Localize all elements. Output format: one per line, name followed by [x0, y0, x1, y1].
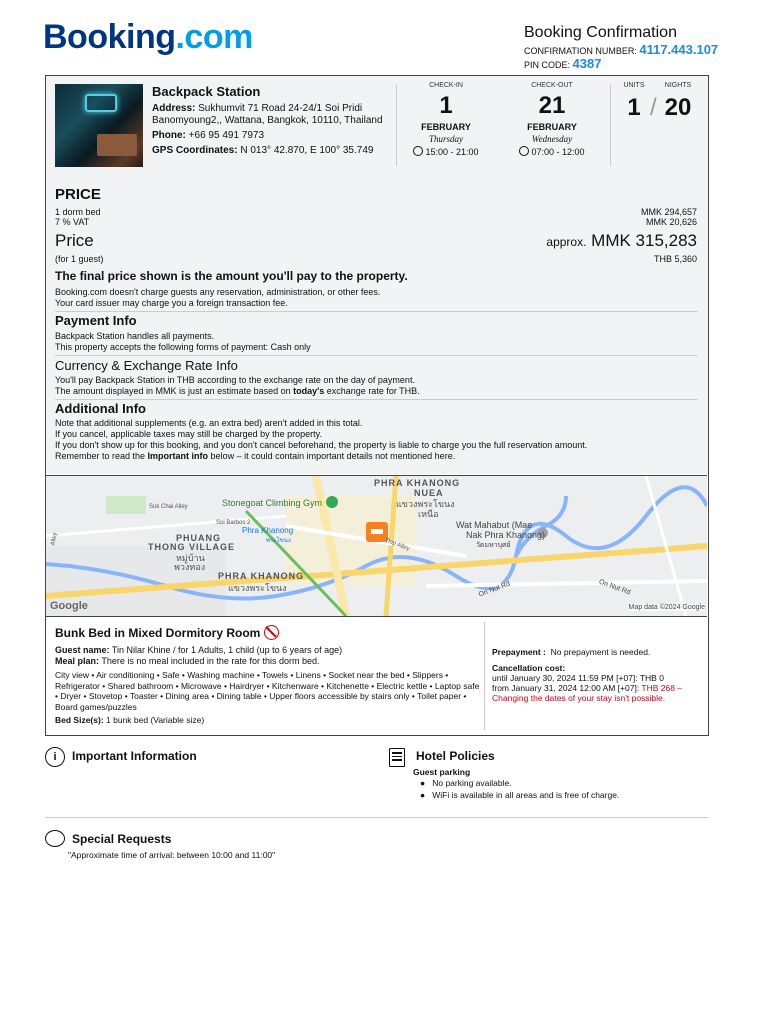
checkin-time: 15:00 - 21:00: [425, 147, 479, 157]
price-total-row: [546, 231, 697, 251]
checkin-month: FEBRUARY: [421, 122, 471, 132]
hotel-photo: [55, 84, 143, 167]
checkin-day: 1: [439, 92, 453, 119]
additional-line1: Note that additional supplements (e.g. an extra bed) aren't added in this total.: [55, 418, 363, 428]
cancellation-label: Cancellation cost:: [492, 663, 566, 673]
map-label-phuang: PHUANG: [176, 533, 222, 543]
map-label-climbing-gym: Stonegoat Climbing Gym: [222, 498, 323, 508]
units-nights-slash: /: [650, 94, 657, 121]
price-thb: THB 5,360: [653, 254, 697, 264]
map-label-nuea-thai: แขวงพระโขนง: [396, 499, 455, 509]
hotel-policies-heading: Hotel Policies: [416, 749, 495, 763]
nights-label: NIGHTS: [664, 82, 692, 89]
checkout-block: [502, 82, 602, 157]
divider: [45, 817, 708, 818]
meal-plan-value: There is no meal included in the rate for this dorm bed.: [101, 656, 320, 666]
logo-com-text: .com: [175, 18, 253, 56]
additional-line2: If you cancel, applicable taxes may still be charged by the property.: [55, 429, 322, 439]
divider: [55, 355, 698, 356]
checkout-day: 21: [538, 92, 566, 119]
special-requests-text: "Approximate time of arrival: between 10:00 and 11:00": [68, 850, 276, 860]
currency-line2-a: The amount displayed in MMK is just an estimate based on: [55, 386, 294, 396]
currency-line1: You'll pay Backpack Station in THB according to the exchange rate on the day of payment.: [55, 375, 415, 385]
additional-heading: Additional Info: [55, 401, 146, 416]
final-price-heading: The final price shown is the amount you'll pay to the property.: [55, 269, 408, 283]
room-guest-row: [55, 645, 475, 655]
policy-item-parking: No parking available.: [432, 778, 512, 788]
no-smoking-icon: [264, 625, 279, 640]
phone-label: Phone:: [152, 130, 186, 141]
logo-booking-text: Booking: [43, 18, 176, 56]
units-value: 1: [627, 94, 641, 121]
divider: [610, 84, 611, 166]
final-price-line1: Booking.com doesn't charge guests any reservation, administration, or other fees.: [55, 287, 381, 297]
checkout-month: FEBRUARY: [527, 122, 577, 132]
hotel-name: Backpack Station: [152, 84, 261, 99]
additional-line4: [55, 451, 455, 461]
price-line1-value: MMK 294,657: [640, 207, 697, 217]
price-total-value: MMK 315,283: [591, 231, 697, 250]
booking-logo: [43, 18, 253, 57]
policy-document-icon: [389, 748, 405, 767]
checkin-weekday: Thursday: [428, 134, 463, 144]
prepayment-value: No prepayment is needed.: [550, 647, 651, 657]
price-line1-label: 1 dorm bed: [55, 207, 101, 217]
checkout-weekday: Wednesday: [531, 134, 573, 144]
map-label-phra-khanong-nuea: PHRA KHANONG: [374, 478, 461, 488]
divider: [484, 622, 485, 730]
address-label: Address:: [152, 103, 196, 114]
currency-line2-c: exchange rate for THB.: [324, 386, 420, 396]
additional-line4-a: Remember to read the: [55, 451, 148, 461]
map-label-phra-khanong: PHRA KHANONG: [218, 571, 305, 581]
map-label-wat2: Nak Phra Khanong): [466, 530, 546, 540]
prepayment-row: [492, 647, 650, 657]
checkout-label: CHECK-OUT: [531, 82, 573, 89]
cancellation-line1: until January 30, 2024 11:59 PM [+07]: THB 0: [492, 673, 664, 683]
important-info-heading: Important Information: [72, 749, 197, 763]
map-label-nuea: NUEA: [414, 488, 444, 498]
map-label-phuang-thai: หมู่บ้าน: [176, 553, 205, 563]
currency-line2: [55, 386, 420, 396]
price-line2-value: MMK 20,626: [645, 217, 697, 227]
price-guests: (for 1 guest): [55, 254, 104, 264]
nights-value: 20: [664, 94, 692, 121]
checkin-block: [396, 82, 496, 157]
policy-item: ● No parking available.: [420, 778, 512, 788]
price-heading: PRICE: [55, 186, 101, 203]
prepayment-label: Prepayment :: [492, 647, 546, 657]
guest-name-label: Guest name:: [55, 645, 110, 655]
hotel-gps: N 013° 42.870, E 100° 35.749: [240, 145, 374, 156]
map-label-soi-barbos: Soi Barbos 2: [216, 520, 251, 526]
policy-item-wifi: WiFi is available in all areas and is free of charge.: [432, 790, 620, 800]
map-label-nuea-thai2: เหนือ: [418, 509, 439, 519]
map-attribution: Map data ©2024 Google: [628, 604, 705, 611]
additional-line3: If you don't show up for this booking, and you don't cancel beforehand, the property is liable to charge you the full reservation amount.: [55, 440, 588, 450]
clock-icon: [519, 146, 529, 156]
price-approx: approx.: [546, 235, 587, 249]
location-map[interactable]: [46, 475, 707, 617]
payment-line1: Backpack Station handles all payments.: [55, 331, 215, 341]
hotel-address-block: [152, 103, 392, 157]
guest-parking-heading: Guest parking: [413, 767, 471, 777]
map-label-on-nut: On Nut Rd: [597, 578, 632, 597]
payment-heading: Payment Info: [55, 313, 137, 328]
info-icon: i: [45, 747, 65, 767]
map-label-phuang-thai2: พวงทอง: [174, 562, 206, 572]
confirmation-number-row: [524, 42, 718, 57]
map-label-phra-khanong-thai: แขวงพระโขนง: [228, 583, 287, 593]
units-label: UNITS: [623, 82, 645, 89]
map-label-wat-thai: วัดมหาบุศย์: [476, 542, 511, 549]
checkin-label: CHECK-IN: [429, 82, 463, 89]
pin-code: 4387: [572, 56, 602, 71]
pin-code-label: PIN CODE:: [524, 60, 571, 70]
additional-line4-c: below – it could contain important details not mentioned here.: [208, 451, 456, 461]
meal-plan-label: Meal plan:: [55, 656, 100, 666]
google-logo: Google: [50, 600, 88, 612]
map-label-thip-alley: Thip Alley: [383, 537, 411, 553]
cancellation-line3: Changing the dates of your stay isn't possible.: [492, 693, 666, 703]
pin-code-row: [524, 56, 601, 71]
hotel-address: Sukhumvit 71 Road 24-24/1 Soi Pridi Banomyoung2,, Wattana, Bangkok, 10110, Thailand: [152, 103, 383, 126]
cancellation-line2: [492, 683, 682, 693]
confirmation-number-label: CONFIRMATION NUMBER:: [524, 46, 637, 56]
policy-item: ● WiFi is available in all areas and is free of charge.: [420, 790, 620, 800]
special-requests-heading: Special Requests: [72, 832, 172, 846]
map-label-alley: Alley: [50, 532, 59, 546]
map-label-on-nut2: On Nut Rd: [477, 580, 512, 599]
room-amenities: City view • Air conditioning • Safe • Washing machine • Towels • Linens • Socket near the bed • Slippers • Refrigerator • Shared bathroom • Microwave • Hairdryer • Kitchenware • Kitchenette • Electric kettle • Laptop safe • Dryer • Stovetop • Toaster • Dining area • Dining table • Upper floors accessible by stairs only • Toilet paper • Board games/puzzles: [55, 670, 480, 712]
divider: [55, 311, 698, 312]
bed-size-label: Bed Size(s):: [55, 715, 104, 725]
divider: [55, 399, 698, 400]
map-label-station: Phra Khanong: [242, 526, 294, 535]
payment-line2: This property accepts the following forms of payment: Cash only: [55, 342, 311, 352]
map-label-wat: Wat Mahabut (Mae: [456, 520, 533, 530]
room-bed-row: [55, 715, 204, 725]
checkout-time: 07:00 - 12:00: [531, 147, 585, 157]
gps-label: GPS Coordinates:: [152, 145, 238, 156]
room-title: Bunk Bed in Mixed Dormitory Room: [55, 626, 261, 640]
price-total-label: Price: [55, 231, 94, 250]
cancellation-line2-a: from January 31, 2024 12:00 AM [+07]:: [492, 683, 642, 693]
currency-line2-b: today's: [293, 386, 325, 396]
map-label-station-thai: พระโขนง: [266, 538, 291, 544]
confirmation-number: 4117.443.107: [639, 42, 719, 57]
cancellation-fee: THB 268 –: [641, 683, 683, 693]
currency-heading: Currency & Exchange Rate Info: [55, 358, 238, 373]
bed-size-value: 1 bunk bed (Variable size): [106, 715, 205, 725]
guest-name-value: Tin Nilar Khine / for 1 Adults, 1 child (up to 6 years of age): [111, 645, 343, 655]
speech-bubble-icon: [45, 830, 65, 847]
additional-line4-b: Important info: [147, 451, 209, 461]
room-meal-row: [55, 656, 475, 666]
clock-icon: [413, 146, 423, 156]
map-label-suk-chai: Suk Chai Alley: [149, 504, 188, 510]
price-line2-label: 7 % VAT: [55, 217, 90, 227]
map-label-thong-village: THONG VILLAGE: [148, 542, 235, 552]
hotel-phone: +66 95 491 7973: [188, 130, 265, 141]
room-title-row: [55, 625, 279, 640]
final-price-line2: Your card issuer may charge you a foreign transaction fee.: [55, 298, 288, 308]
page-title: Booking Confirmation: [524, 24, 677, 41]
